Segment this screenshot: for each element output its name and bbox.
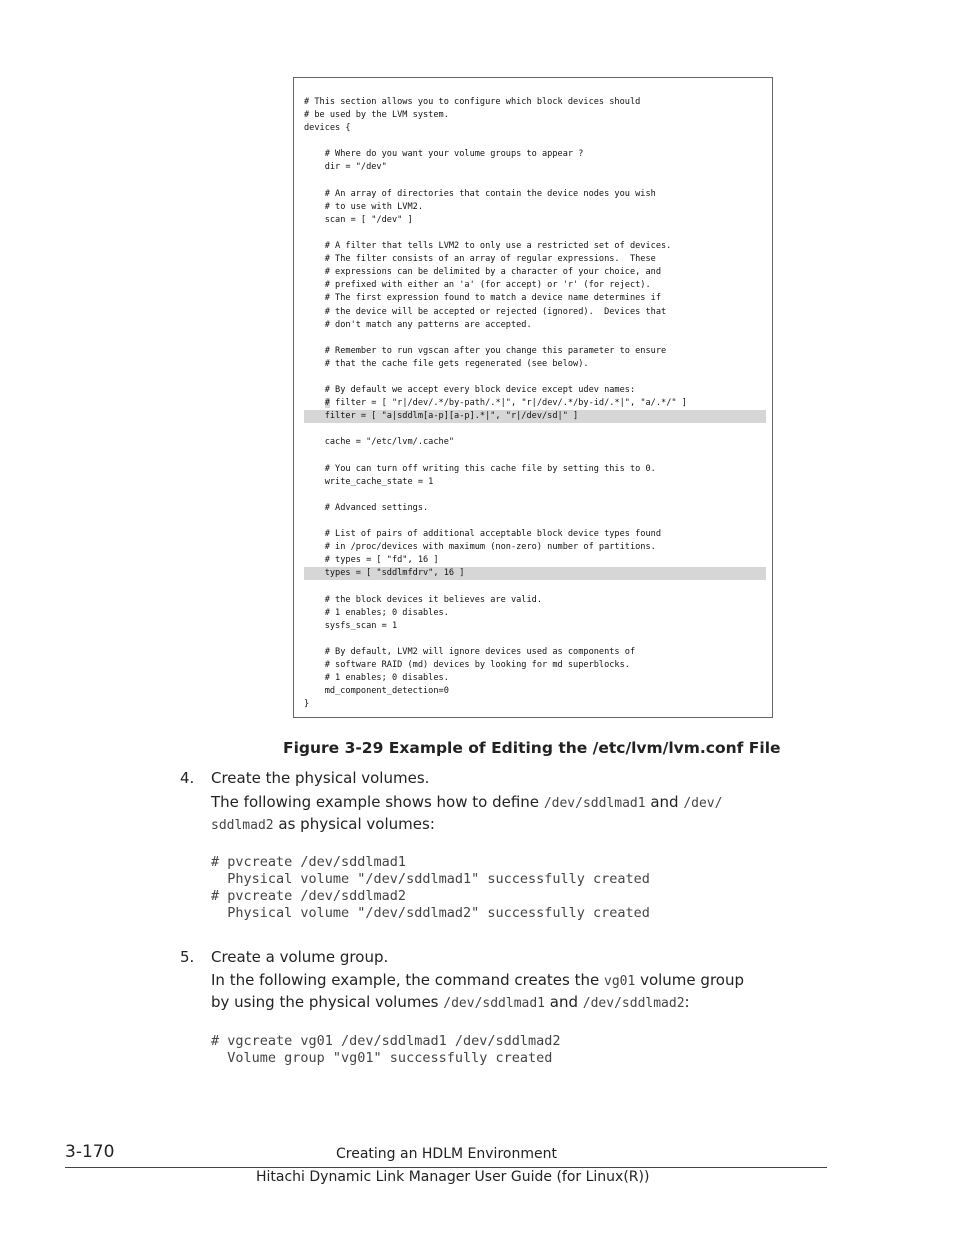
command-example: # vgcreate vg01 /dev/sddlmad1 /dev/sddlmad2 Volume group "vg01" successfully created <box>211 1033 561 1066</box>
text-run: as physical volumes: <box>273 815 435 833</box>
code-line <box>304 423 766 436</box>
code-line: # The first expression found to match a device name determines if <box>304 293 661 304</box>
text-run: : <box>684 993 690 1011</box>
inline-code: /dev/sddlmad1 <box>543 796 646 811</box>
code-line: # A filter that tells LVM2 to only use a restricted set of devices. <box>304 241 672 252</box>
code-line: md_component_detection=0 <box>304 686 449 697</box>
footer-section-title: Creating an HDLM Environment <box>336 1146 557 1162</box>
code-line: sysfs_scan = 1 <box>304 620 398 631</box>
footer-divider <box>65 1167 827 1168</box>
code-line: cache = "/etc/lvm/.cache" <box>304 437 455 448</box>
code-line: # to use with LVM2. <box>304 201 423 212</box>
code-line: # By default we accept every block device except udev names: <box>304 385 636 396</box>
step-number: 4. <box>180 769 195 787</box>
code-line: # software RAID (md) devices by looking for md superblocks. <box>304 660 630 671</box>
highlight-mark: # <box>324 398 330 409</box>
inline-code: /dev/sddlmad1 <box>443 996 546 1011</box>
inline-code: /dev/ <box>683 796 723 811</box>
code-line: devices { <box>304 123 351 134</box>
code-line <box>304 227 766 240</box>
footer-guide-title: Hitachi Dynamic Link Manager User Guide (for Linux(R)) <box>256 1169 650 1185</box>
code-line: # Remember to run vgscan after you change this parameter to ensure <box>304 345 667 356</box>
code-line: types = [ "sddlmfdrv", 16 ] <box>304 567 766 580</box>
text-run: In the following example, the command creates the <box>211 971 604 989</box>
code-line: dir = "/dev" <box>304 162 387 173</box>
code-line <box>304 633 766 646</box>
code-line <box>304 580 766 593</box>
step-number: 5. <box>180 948 195 966</box>
inline-code: vg01 <box>604 974 636 989</box>
inline-code: /dev/sddlmad2 <box>582 996 685 1011</box>
code-line: # 1 enables; 0 disables. <box>304 673 449 684</box>
command-example: # pvcreate /dev/sddlmad1 Physical volume "/dev/sddlmad1" successfully created # pvcreate /dev/sddlmad2 Physical volume "/dev/sddlmad2" successfully created <box>211 854 650 921</box>
code-line <box>304 332 766 345</box>
code-line: # The filter consists of an array of regular expressions. These <box>304 254 656 265</box>
code-figure <box>293 77 773 718</box>
code-line: # List of pairs of additional acceptable block device types found <box>304 529 661 540</box>
code-line: } <box>304 699 310 710</box>
text-run: The following example shows how to define <box>211 793 544 811</box>
code-line: # don't match any patterns are accepted. <box>304 319 532 330</box>
code-line <box>304 450 766 463</box>
code-listing <box>304 96 766 711</box>
step-title: Create the physical volumes. <box>211 769 430 787</box>
code-line: scan = [ "/dev" ] <box>304 214 413 225</box>
code-line <box>304 175 766 188</box>
page-number: 3-170 <box>65 1142 115 1162</box>
code-line: # By default, LVM2 will ignore devices used as components of <box>304 646 636 657</box>
code-line: # Where do you want your volume groups to appear ? <box>304 149 584 160</box>
code-line <box>304 135 766 148</box>
code-line: # expressions can be delimited by a character of your choice, and <box>304 267 661 278</box>
code-line <box>304 371 766 384</box>
code-line: # An array of directories that contain the device nodes you wish <box>304 188 656 199</box>
figure-caption: Figure 3-29 Example of Editing the /etc/lvm/lvm.conf File <box>283 739 781 757</box>
code-line <box>304 489 766 502</box>
step-title: Create a volume group. <box>211 948 389 966</box>
code-line <box>304 515 766 528</box>
text-run: and <box>545 993 583 1011</box>
code-line: # the device will be accepted or rejected (ignored). Devices that <box>304 306 667 317</box>
code-line: # types = [ "fd", 16 ] <box>304 555 439 566</box>
inline-code: sddlmad2 <box>211 818 274 833</box>
code-line: # prefixed with either an 'a' (for accept) or 'r' (for reject). <box>304 280 651 291</box>
step-description <box>211 792 811 836</box>
code-line: # Advanced settings. <box>304 502 429 513</box>
code-line: # filter = [ "r|/dev/.*/by-path/.*|", "r|/dev/.*/by-id/.*|", "a/.*/" ] <box>324 398 687 409</box>
code-line: # in /proc/devices with maximum (non-zero) number of partitions. <box>304 542 656 553</box>
text-run: volume group <box>635 971 744 989</box>
code-line: # that the cache file gets regenerated (see below). <box>304 358 589 369</box>
code-line: filter = [ "a|sddlm[a-p][a-p].*|", "r|/dev/sd|" ] <box>304 410 766 423</box>
text-run: and <box>645 793 684 811</box>
code-line: # 1 enables; 0 disables. <box>304 607 449 618</box>
code-line: write_cache_state = 1 <box>304 476 434 487</box>
code-line: # This section allows you to configure which block devices should <box>304 97 641 107</box>
code-line: # You can turn off writing this cache file by setting this to 0. <box>304 463 656 474</box>
code-line: # be used by the LVM system. <box>304 110 449 121</box>
text-run: by using the physical volumes <box>211 993 444 1011</box>
code-line: # the block devices it believes are valid. <box>304 594 542 605</box>
step-description <box>211 970 811 1014</box>
